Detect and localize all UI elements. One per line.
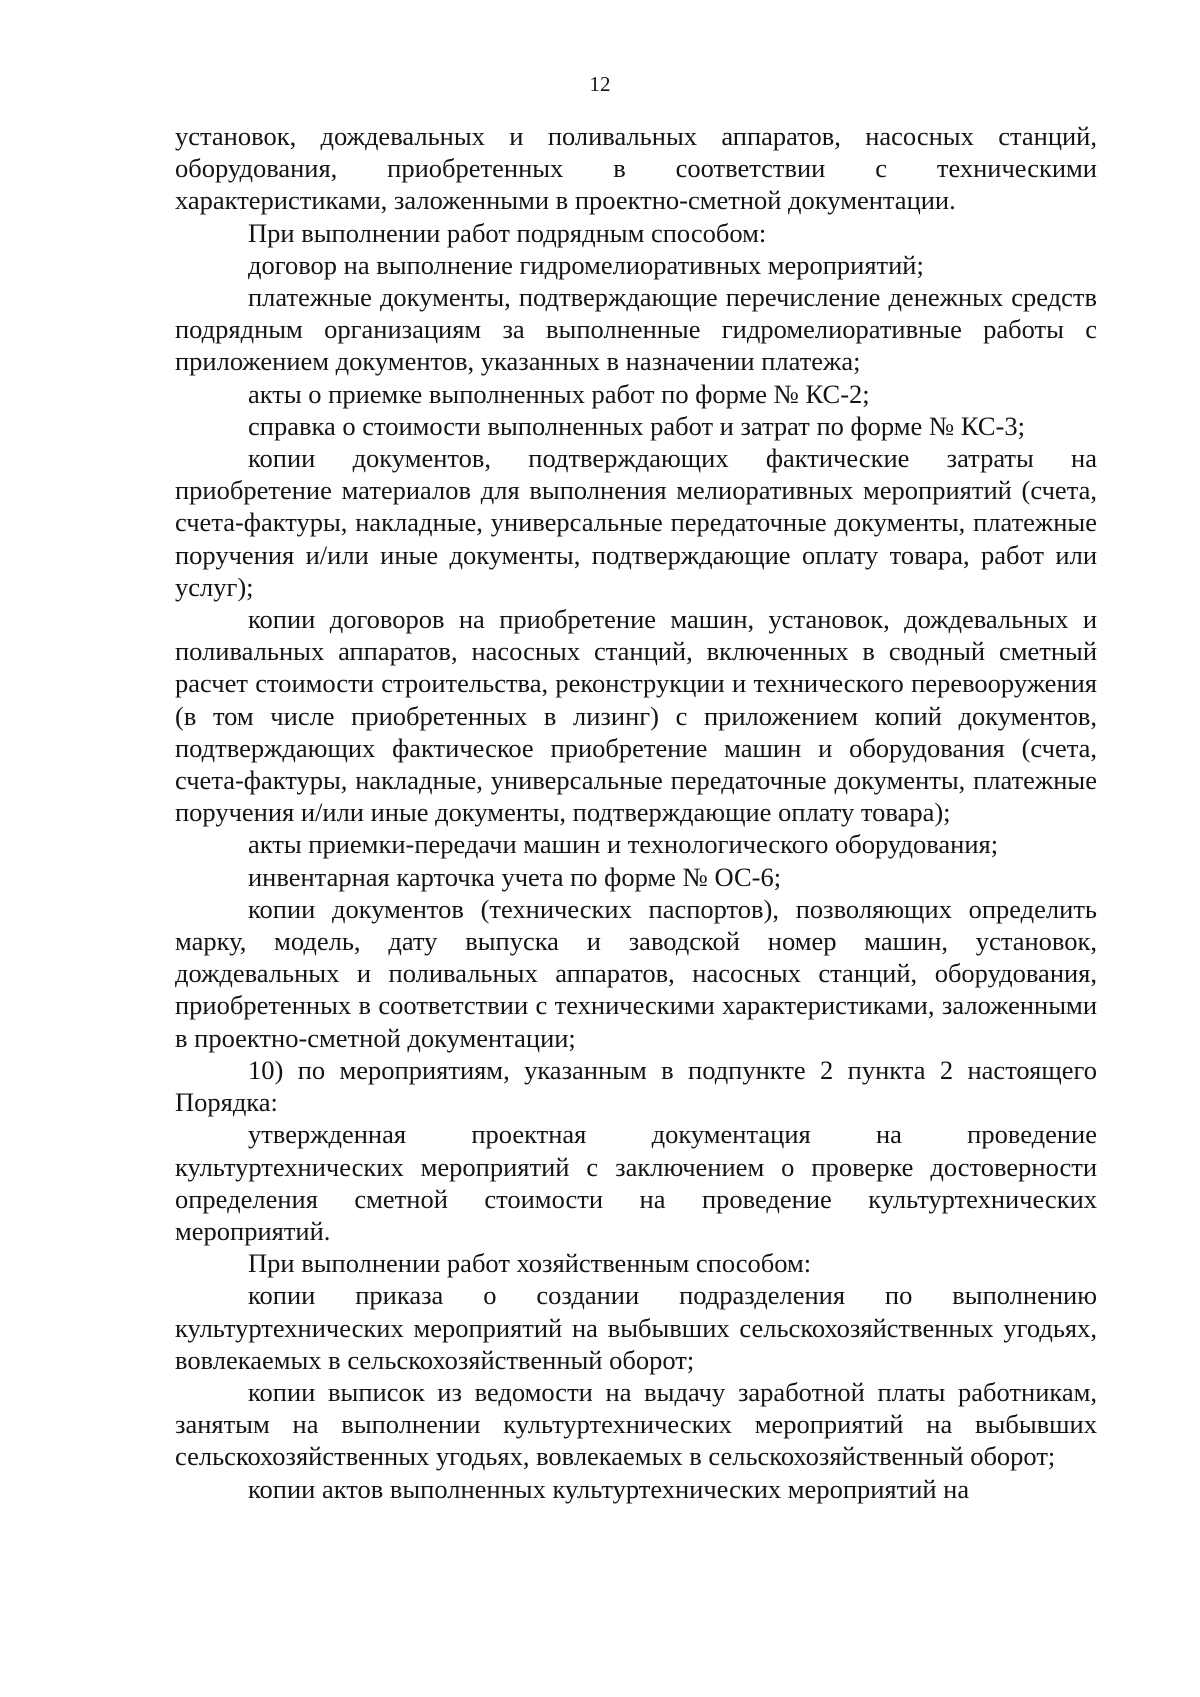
paragraph-machine-contracts: копии договоров на приобретение машин, установок, дождевальных и поливальных аппаратов, насосных станций, включенных в сводный сметный расчет стоимости строительства, реконструкции и технического перевооружения (в том числе приобретенных в лизинг) с приложением копий документов, подтверждающих фактическое приобретение машин и оборудования (счета, счета-фактуры, накладные, универсальные передаточные документы, платежные поручения и/или иные документы, подтверждающие оплату товара); xyxy=(175,604,1097,828)
paragraph-technical-passports: копии документов (технических паспортов), позволяющих определить марку, модель, дату выпуска и заводской номер машин, установок, дождевальных и поливальных аппаратов, насосных станций, оборудования, приобретенных в соответствии с техническими характеристиками, заложенными в проектно-сметной документации; xyxy=(175,893,1097,1053)
paragraph-os6-card: инвентарная карточка учета по форме № ОС-6; xyxy=(248,861,782,892)
paragraph-payroll-extracts: копии выписок из ведомости на выдачу заработной платы работникам, занятым на выполнении культуртехнических мероприятий на выбывших сельскохозяйственных угодьях, вовлекаемых в сельскохозяйственный оборот; xyxy=(175,1376,1097,1472)
paragraph-order-copies: копии приказа о создании подразделения по выполнению культуртехнических мероприятий на выбывших сельскохозяйственных угодьях, вовлекаемых в сельскохозяйственный оборот; xyxy=(175,1280,1097,1375)
paragraph-ks2-acts: акты о приемке выполненных работ по форме № КС-2; xyxy=(248,378,870,409)
page-number: 12 xyxy=(589,72,611,96)
paragraph-material-costs: копии документов, подтверждающих фактические затраты на приобретение материалов для выполнения мелиоративных мероприятий (счета, счета-фактуры, накладные, универсальные передаточные документы, платежные поручения и/или иные документы, подтверждающие оплату товара, работ или услуг); xyxy=(175,443,1097,602)
paragraph-household-method-heading: При выполнении работ хозяйственным способом: xyxy=(248,1248,812,1279)
paragraph-ks3-certificate: справка о стоимости выполненных работ и затрат по форме № КС-3; xyxy=(248,410,1025,441)
paragraph-project-documentation: утвержденная проектная документация на проведение культуртехнических мероприятий с заключением о проверке достоверности определения сметной стоимости на проведение культуртехнических мероприятий. xyxy=(175,1119,1097,1246)
paragraph-item-10: 10) по мероприятиям, указанным в подпункте 2 пункта 2 настоящего Порядка: xyxy=(175,1054,1097,1118)
paragraph-continuation: установок, дождевальных и поливальных аппаратов, насосных станций, оборудования, приобретенных в соответствии с техническими характеристиками, заложенными в проектно-сметной документации. xyxy=(175,121,1097,216)
paragraph-transfer-acts: акты приемки-передачи машин и технологического оборудования; xyxy=(248,829,999,860)
paragraph-contract: договор на выполнение гидромелиоративных мероприятий; xyxy=(248,249,924,280)
paragraph-contract-method-heading: При выполнении работ подрядным способом: xyxy=(248,217,767,248)
paragraph-payment-documents: платежные документы, подтверждающие перечисление денежных средств подрядным организациям за выполненные гидромелиоративные работы с приложением документов, указанных в назначении платежа; xyxy=(175,282,1097,377)
document-body xyxy=(175,120,1097,1505)
paragraph-acts-copies: копии актов выполненных культуртехнических мероприятий на xyxy=(248,1473,970,1504)
